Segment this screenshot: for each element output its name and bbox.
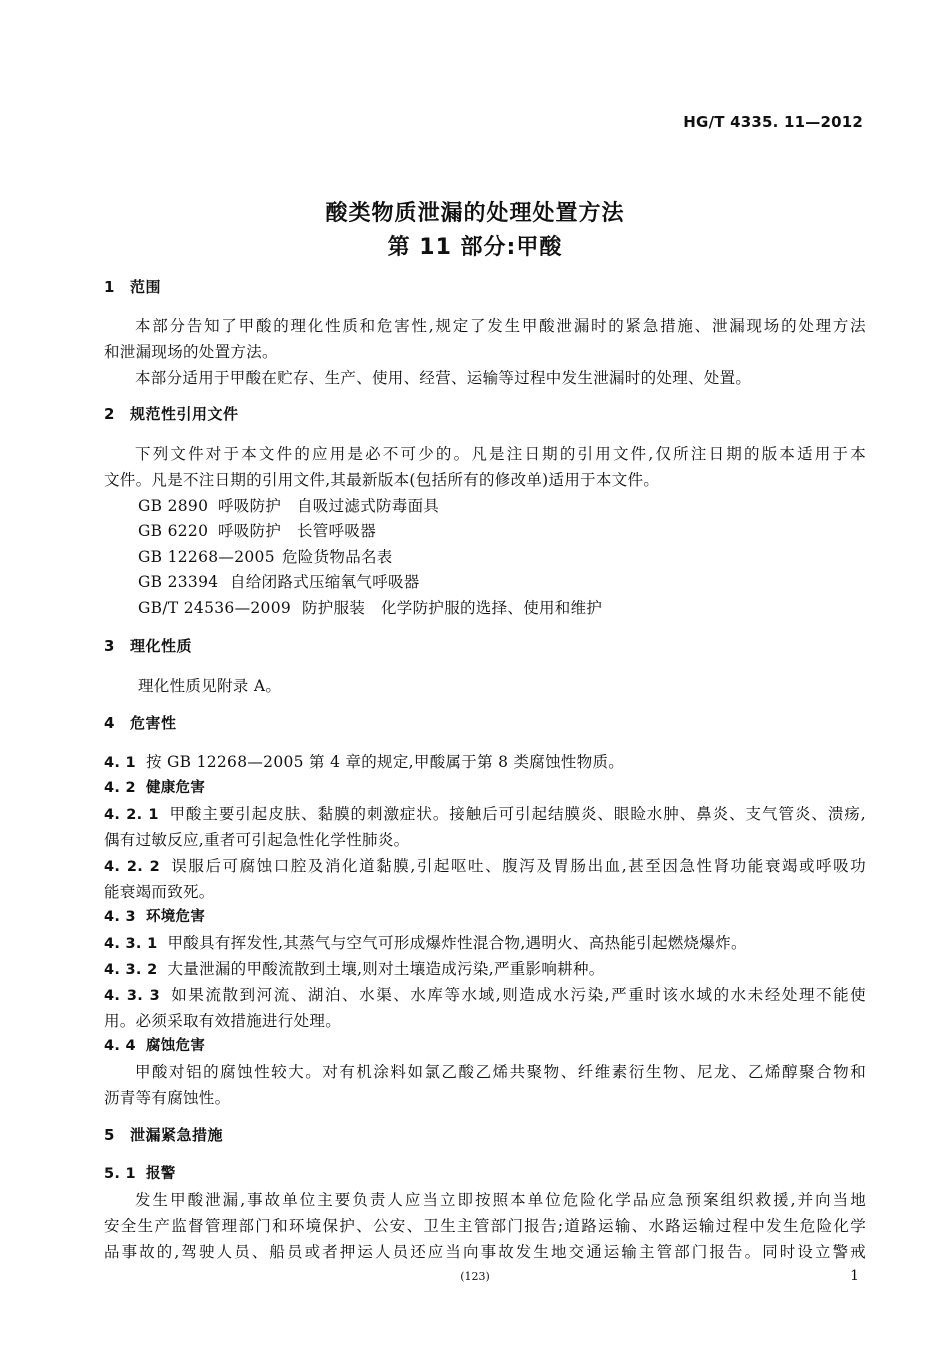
- reference-item: [138, 494, 439, 516]
- reference-code: GB/T 24536—2009: [138, 599, 292, 617]
- clause-number: 5. 1: [104, 1166, 136, 1182]
- clause-4-2-2: [104, 854, 866, 876]
- clause-number: 4. 3. 3: [104, 988, 161, 1004]
- clause-text: 按 GB 12268—2005 第 4 章的规定,甲酸属于第 8 类腐蚀性物质。: [145, 753, 625, 771]
- clause-number: 4. 2: [104, 780, 136, 796]
- reference-item: [138, 596, 602, 618]
- paragraph-line: 理化性质见附录 A。: [138, 677, 282, 695]
- document-title: 酸类物质泄漏的处理处置方法: [325, 201, 625, 226]
- section-title: 范围: [130, 278, 162, 296]
- reference-item: [138, 570, 420, 592]
- clause-text: 大量泄漏的甲酸流散到土壤,则对土壤造成污染,严重影响耕种。: [167, 960, 605, 978]
- paragraph-line: 能衰竭而致死。: [104, 883, 215, 901]
- clause-4-1: [104, 750, 624, 772]
- section-2-heading: [104, 403, 239, 424]
- paragraph-line: 安全生产监督管理部门和环境保护、公安、卫生主管部门报告;道路运输、水路运输过程中发生危险化学: [104, 1217, 866, 1235]
- section-1-heading: [104, 276, 161, 297]
- paragraph-line: 发生甲酸泄漏,事故单位主要负责人应当立即按照本单位危险化学品应急预案组织救援,并向当地: [135, 1191, 866, 1209]
- clause-text: 甲酸具有挥发性,其蒸气与空气可形成爆炸性混合物,遇明火、高热能引起燃烧爆炸。: [167, 934, 747, 952]
- clause-number: 4. 4: [104, 1038, 136, 1054]
- paragraph-line: 甲酸对铝的腐蚀性较大。对有机涂料如氯乙酸乙烯共聚物、纤维素衍生物、尼龙、乙烯醇聚合物和: [135, 1063, 866, 1081]
- section-number: 5: [104, 1126, 115, 1144]
- reference-item: [138, 545, 393, 567]
- section-title: 泄漏紧急措施: [130, 1126, 224, 1144]
- paragraph-line: 文件。凡是不注日期的引用文件,其最新版本(包括所有的修改单)适用于本文件。: [104, 471, 660, 489]
- reference-code: GB 23394: [138, 573, 219, 591]
- section-number: 2: [104, 405, 115, 423]
- section-3-heading: [104, 635, 192, 656]
- paragraph-line: 和泄漏现场的处置方法。: [104, 343, 278, 361]
- paragraph-line: 用。必须采取有效措施进行处理。: [104, 1012, 342, 1030]
- section-number: 3: [104, 637, 115, 655]
- section-4-heading: [104, 712, 177, 733]
- clause-text: 如果流散到河流、湖泊、水渠、水库等水域,则造成水污染,严重时该水域的水未经处理不能使: [170, 986, 866, 1004]
- paragraph-line: 沥青等有腐蚀性。: [104, 1089, 231, 1107]
- reference-item: [138, 519, 376, 541]
- clause-4-3-3: [104, 983, 866, 1005]
- reference-title: 呼吸防护 长管呼吸器: [218, 522, 377, 540]
- paragraph-line: 偶有过敏反应,重者可引起急性化学性肺炎。: [104, 831, 410, 849]
- clause-text: 甲酸主要引起皮肤、黏膜的刺激症状。接触后可引起结膜炎、眼睑水肿、鼻炎、支气管炎、溃疡,: [168, 805, 866, 823]
- clause-4-2-1: [104, 802, 866, 824]
- reference-code: GB 6220: [138, 522, 209, 540]
- reference-code: GB 2890: [138, 497, 209, 515]
- subsection-4-2-heading: [104, 776, 215, 797]
- paragraph-line: 本部分告知了甲酸的理化性质和危害性,规定了发生甲酸泄漏时的紧急措施、泄漏现场的处理方法: [135, 317, 866, 335]
- reference-code: GB 12268—2005: [138, 548, 275, 566]
- document-subtitle: 第 11 部分:甲酸: [387, 235, 563, 260]
- clause-title: 健康危害: [145, 780, 206, 796]
- page-number: 1: [850, 1268, 859, 1284]
- standard-code: HG/T 4335. 11—2012: [683, 113, 863, 131]
- clause-4-3-2: [104, 957, 605, 979]
- clause-number: 4. 1: [104, 755, 136, 771]
- clause-number: 4. 3. 2: [104, 962, 158, 978]
- reference-title: 呼吸防护 自吸过滤式防毒面具: [218, 497, 440, 515]
- paragraph-line: 本部分适用于甲酸在贮存、生产、使用、经营、运输等过程中发生泄漏时的处理、处置。: [135, 369, 752, 387]
- clause-4-3-1: [104, 931, 747, 953]
- section-number: 1: [104, 278, 115, 296]
- paragraph-line: 下列文件对于本文件的应用是必不可少的。凡是注日期的引用文件,仅所注日期的版本适用于本: [135, 445, 866, 463]
- section-title: 危害性: [130, 714, 177, 732]
- section-title: 理化性质: [130, 637, 193, 655]
- subsection-4-4-heading: [104, 1034, 215, 1055]
- book-page-number: (123): [460, 1270, 490, 1283]
- clause-number: 4. 3. 1: [104, 936, 158, 952]
- subsection-5-1-heading: [104, 1162, 186, 1183]
- section-title: 规范性引用文件: [130, 405, 239, 423]
- section-5-heading: [104, 1124, 223, 1145]
- reference-title: 防护服装 化学防护服的选择、使用和维护: [302, 599, 603, 617]
- reference-title: 危险货物品名表: [282, 548, 393, 566]
- clause-number: 4. 3: [104, 909, 136, 925]
- clause-text: 误服后可腐蚀口腔及消化道黏膜,引起呕吐、腹泻及胃肠出血,甚至因急性肾功能衰竭或呼吸功: [170, 857, 866, 875]
- clause-title: 腐蚀危害: [145, 1038, 206, 1054]
- section-number: 4: [104, 714, 115, 732]
- clause-number: 4. 2. 1: [104, 807, 159, 823]
- clause-title: 报警: [145, 1166, 176, 1182]
- reference-title: 自给闭路式压缩氧气呼吸器: [230, 573, 420, 591]
- subsection-4-3-heading: [104, 905, 215, 926]
- clause-number: 4. 2. 2: [104, 859, 161, 875]
- paragraph-line: 品事故的,驾驶人员、船员或者押运人员还应当向事故发生地交通运输主管部门报告。同时设立警戒: [104, 1243, 866, 1261]
- clause-title: 环境危害: [145, 909, 206, 925]
